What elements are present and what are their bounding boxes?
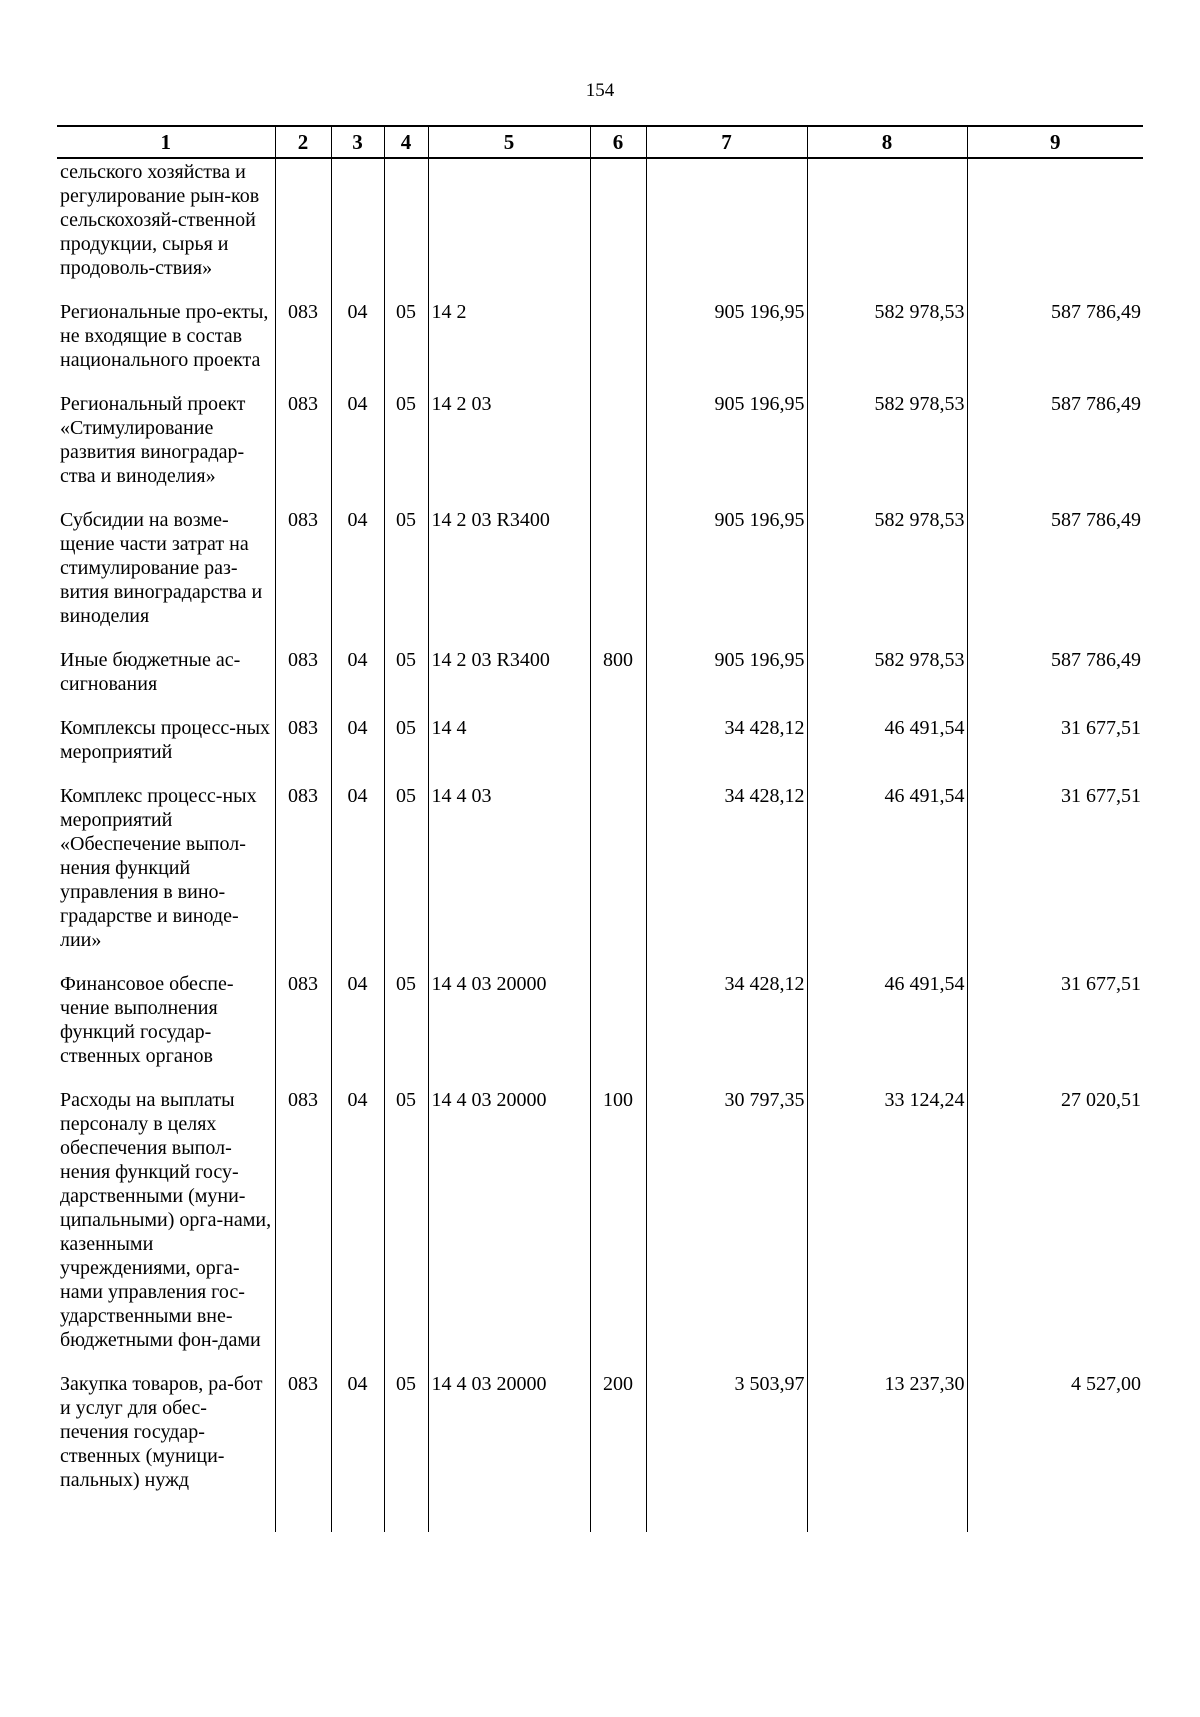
table-row (57, 392, 1143, 508)
amount-col9-cell (967, 158, 1143, 300)
subsection-cell: 05 (384, 392, 428, 508)
page-number: 154 (585, 80, 615, 101)
ministry-code-cell: 083 (275, 392, 331, 508)
amount-col9-cell: 31 677,51 (967, 716, 1143, 784)
amount-col8-cell: 33 124,24 (807, 1088, 967, 1372)
subsection-cell: 05 (384, 972, 428, 1088)
header-col-6: 6 (590, 126, 646, 158)
target-article-cell: 14 2 03 (428, 392, 590, 508)
subsection-cell: 05 (384, 1088, 428, 1372)
subsection-cell: 05 (384, 716, 428, 784)
header-col-8: 8 (807, 126, 967, 158)
amount-col9-cell: 31 677,51 (967, 784, 1143, 972)
target-article-cell (428, 158, 590, 300)
row-name-cell: Закупка товаров, ра-бот и услуг для обес-печения государ-ственных (муници-пальных) нужд (57, 1372, 275, 1532)
header-col-7: 7 (646, 126, 807, 158)
expense-type-cell: 100 (590, 1088, 646, 1372)
amount-col9-cell: 587 786,49 (967, 648, 1143, 716)
row-name-cell: сельского хозяйства и регулирование рын-ков сельскохозяй-ственной продукции, сырья и продоволь-ствия» (57, 158, 275, 300)
section-cell: 04 (331, 1372, 384, 1532)
amount-col7-cell: 34 428,12 (646, 972, 807, 1088)
table-row (57, 784, 1143, 972)
amount-col8-cell: 582 978,53 (807, 300, 967, 392)
row-name-cell: Субсидии на возме-щение части затрат на стимулирование раз-вития виноградарства и виноделия (57, 508, 275, 648)
amount-col7-cell: 905 196,95 (646, 508, 807, 648)
row-name-cell: Расходы на выплаты персоналу в целях обеспечения выпол-нения функций госу-дарственными (муни-ципальными) орга-нами, казенными учреждениями, орга-нами управления гос-ударственными вне-бюджетными фон-дами (57, 1088, 275, 1372)
ministry-code-cell: 083 (275, 300, 331, 392)
target-article-cell: 14 4 03 20000 (428, 1088, 590, 1372)
amount-col8-cell: 582 978,53 (807, 392, 967, 508)
ministry-code-cell: 083 (275, 972, 331, 1088)
expense-type-cell: 200 (590, 1372, 646, 1532)
amount-col8-cell (807, 158, 967, 300)
header-col-1: 1 (57, 126, 275, 158)
amount-col8-cell: 46 491,54 (807, 784, 967, 972)
section-cell: 04 (331, 508, 384, 648)
amount-col7-cell: 34 428,12 (646, 784, 807, 972)
amount-col7-cell: 3 503,97 (646, 1372, 807, 1532)
expense-type-cell (590, 508, 646, 648)
ministry-code-cell: 083 (275, 716, 331, 784)
target-article-cell: 14 4 03 20000 (428, 972, 590, 1088)
subsection-cell: 05 (384, 300, 428, 392)
table-row (57, 1088, 1143, 1372)
table-row (57, 648, 1143, 716)
amount-col9-cell: 4 527,00 (967, 1372, 1143, 1532)
header-col-4: 4 (384, 126, 428, 158)
amount-col7-cell: 30 797,35 (646, 1088, 807, 1372)
budget-table (57, 125, 1143, 1532)
header-col-3: 3 (331, 126, 384, 158)
table-row (57, 158, 1143, 300)
amount-col7-cell: 905 196,95 (646, 392, 807, 508)
amount-col7-cell: 34 428,12 (646, 716, 807, 784)
amount-col8-cell: 46 491,54 (807, 972, 967, 1088)
header-col-5: 5 (428, 126, 590, 158)
target-article-cell: 14 2 03 R3400 (428, 648, 590, 716)
amount-col9-cell: 31 677,51 (967, 972, 1143, 1088)
header-row (57, 126, 1143, 158)
header-col-9: 9 (967, 126, 1143, 158)
table-row (57, 716, 1143, 784)
target-article-cell: 14 2 03 R3400 (428, 508, 590, 648)
subsection-cell: 05 (384, 1372, 428, 1532)
amount-col8-cell: 582 978,53 (807, 648, 967, 716)
subsection-cell: 05 (384, 508, 428, 648)
row-name-cell: Региональные про-екты, не входящие в состав национального проекта (57, 300, 275, 392)
section-cell (331, 158, 384, 300)
section-cell: 04 (331, 392, 384, 508)
expense-type-cell (590, 972, 646, 1088)
amount-col8-cell: 582 978,53 (807, 508, 967, 648)
amount-col7-cell: 905 196,95 (646, 648, 807, 716)
amount-col9-cell: 587 786,49 (967, 392, 1143, 508)
ministry-code-cell: 083 (275, 1372, 331, 1532)
section-cell: 04 (331, 300, 384, 392)
expense-type-cell (590, 716, 646, 784)
table-row (57, 1372, 1143, 1532)
expense-type-cell (590, 158, 646, 300)
expense-type-cell (590, 784, 646, 972)
row-name-cell: Региональный проект «Стимулирование развития виноградар-ства и виноделия» (57, 392, 275, 508)
amount-col9-cell: 587 786,49 (967, 300, 1143, 392)
subsection-cell: 05 (384, 784, 428, 972)
amount-col7-cell (646, 158, 807, 300)
expense-type-cell (590, 300, 646, 392)
header-col-2: 2 (275, 126, 331, 158)
amount-col9-cell: 27 020,51 (967, 1088, 1143, 1372)
expense-type-cell: 800 (590, 648, 646, 716)
target-article-cell: 14 4 03 20000 (428, 1372, 590, 1532)
table-row (57, 508, 1143, 648)
amount-col8-cell: 13 237,30 (807, 1372, 967, 1532)
section-cell: 04 (331, 1088, 384, 1372)
row-name-cell: Комплексы процесс-ных мероприятий (57, 716, 275, 784)
ministry-code-cell: 083 (275, 508, 331, 648)
ministry-code-cell: 083 (275, 648, 331, 716)
amount-col8-cell: 46 491,54 (807, 716, 967, 784)
row-name-cell: Иные бюджетные ас-сигнования (57, 648, 275, 716)
expense-type-cell (590, 392, 646, 508)
target-article-cell: 14 2 (428, 300, 590, 392)
table-row (57, 300, 1143, 392)
target-article-cell: 14 4 03 (428, 784, 590, 972)
section-cell: 04 (331, 784, 384, 972)
section-cell: 04 (331, 716, 384, 784)
row-name-cell: Комплекс процесс-ных мероприятий «Обеспечение выпол-нения функций управления в вино-градарстве и виноде-лии» (57, 784, 275, 972)
subsection-cell (384, 158, 428, 300)
target-article-cell: 14 4 (428, 716, 590, 784)
ministry-code-cell (275, 158, 331, 300)
section-cell: 04 (331, 648, 384, 716)
section-cell: 04 (331, 972, 384, 1088)
amount-col9-cell: 587 786,49 (967, 508, 1143, 648)
row-name-cell: Финансовое обеспе-чение выполнения функций государ-ственных органов (57, 972, 275, 1088)
ministry-code-cell: 083 (275, 1088, 331, 1372)
subsection-cell: 05 (384, 648, 428, 716)
amount-col7-cell: 905 196,95 (646, 300, 807, 392)
ministry-code-cell: 083 (275, 784, 331, 972)
table-row (57, 972, 1143, 1088)
